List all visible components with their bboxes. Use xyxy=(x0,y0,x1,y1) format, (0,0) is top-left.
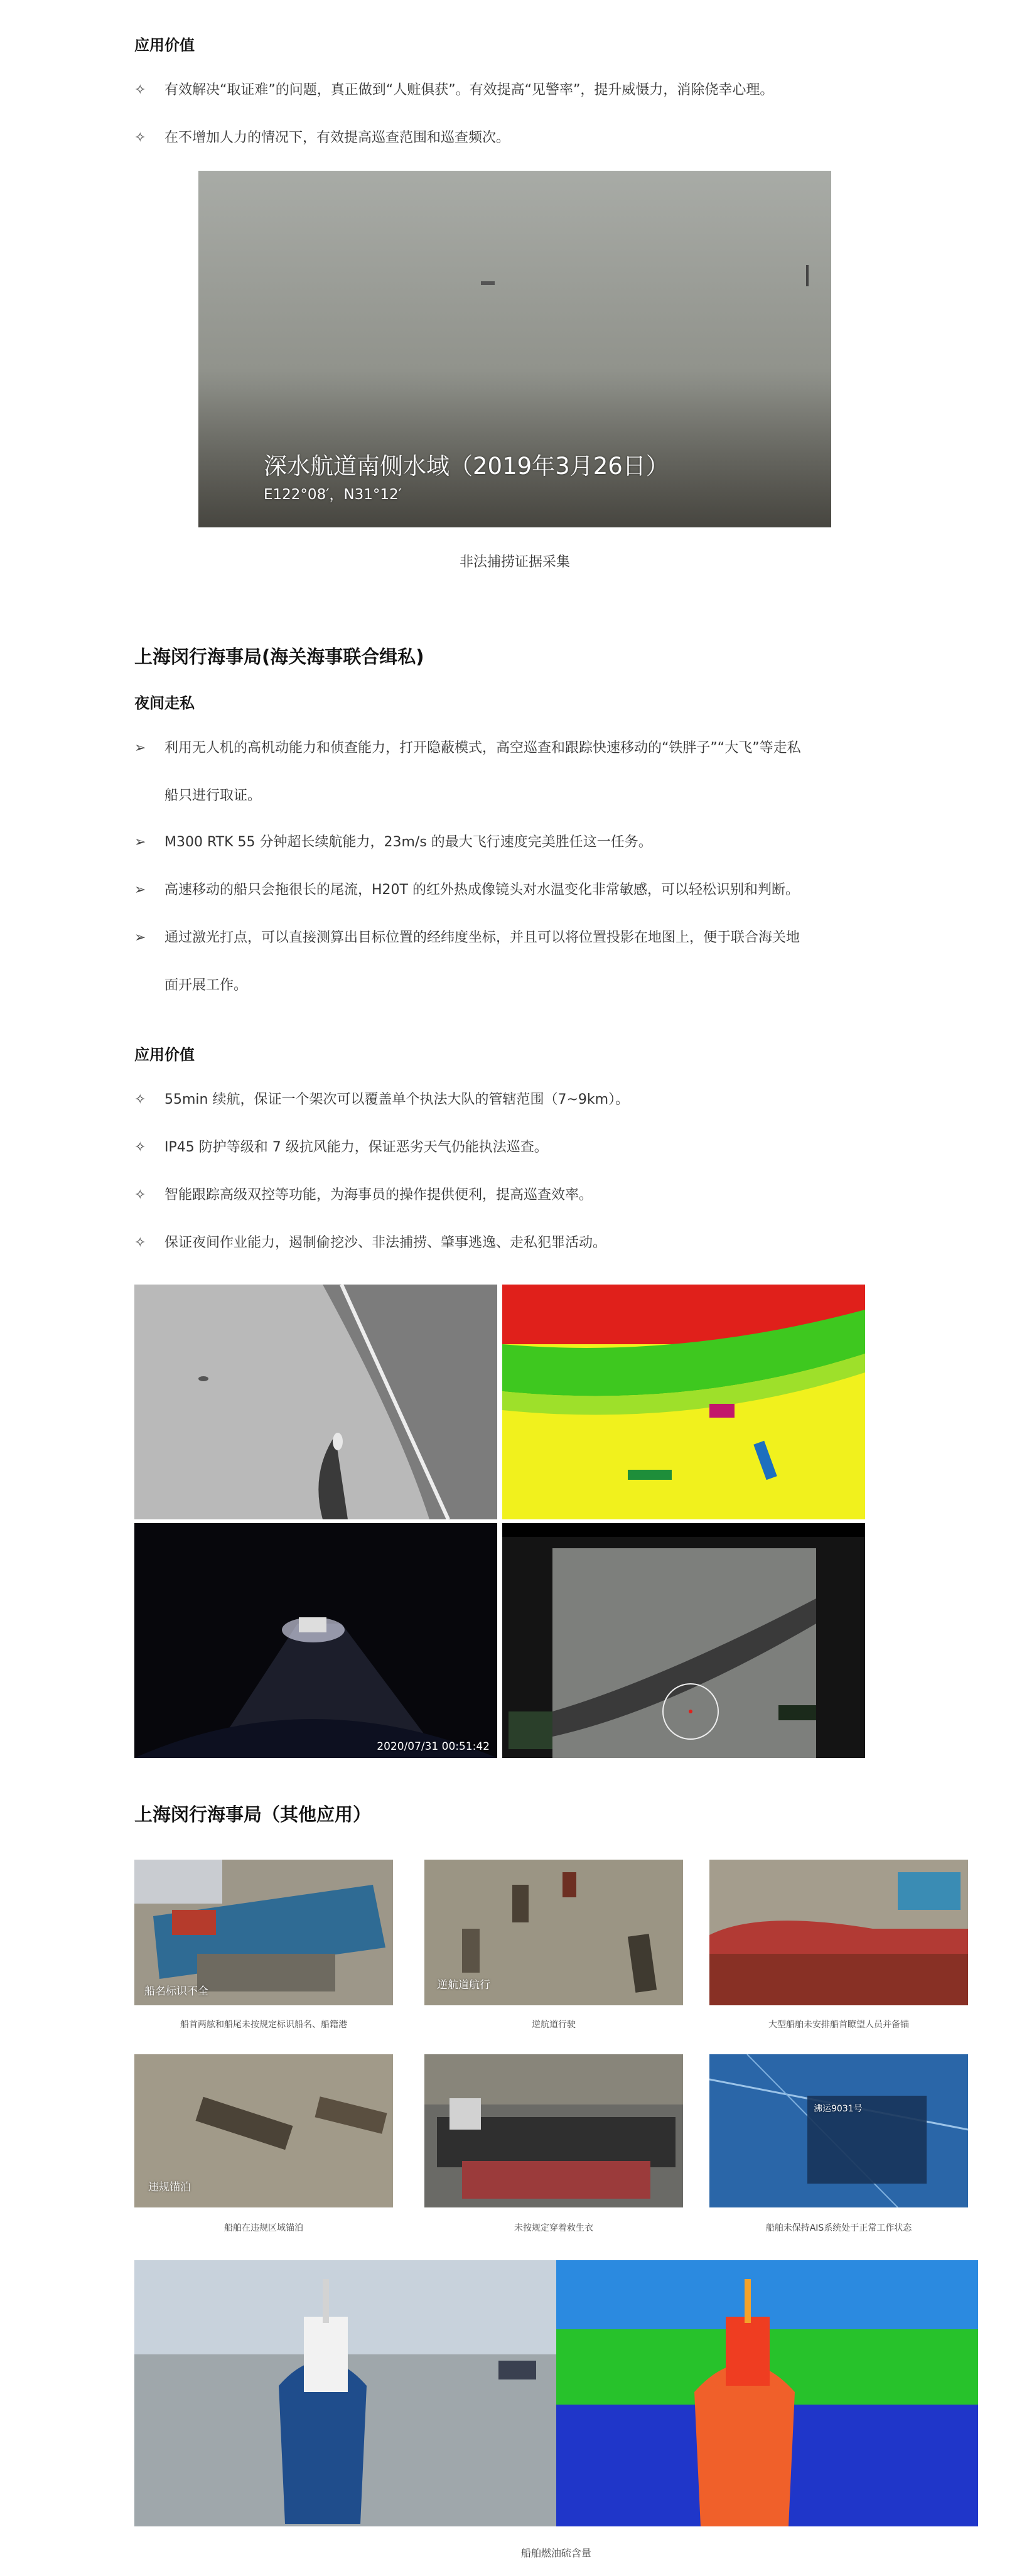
list-item: ✧ 智能跟踪高级双控等功能，为海事员的操作提供便利，提高巡查效率。 xyxy=(134,1187,593,1203)
ship-photo-thermal xyxy=(556,2260,978,2526)
grid-photo-6 xyxy=(709,2054,968,2207)
list-item-continuation: 船只进行取证。 xyxy=(164,788,262,804)
grid-photo-1 xyxy=(134,1860,393,2005)
list-item: ➢ 利用无人机的高机动能力和侦查能力，打开隐蔽模式，高空巡查和跟踪快速移动的“铁胖子”“大飞”等走私 xyxy=(134,740,801,756)
subheading-night-smuggling: 夜间走私 xyxy=(134,694,195,712)
grid-caption: 未按规定穿着救生衣 xyxy=(514,2223,593,2233)
section-title: 上海闵行海事局(海关海事联合缉私) xyxy=(134,646,424,667)
ship-photo-visible xyxy=(134,2260,556,2526)
section-heading-value: 应用价值 xyxy=(134,1046,195,1064)
photo-title: 深水航道南侧水域（2019年3月26日） xyxy=(264,453,669,480)
night-dashcam-photo xyxy=(134,1523,497,1758)
list-item: ➢ 高速移动的船只会拖很长的尾流，H20T 的红外热成像镜头对水温变化非常敏感，可以轻松识别和判断。 xyxy=(134,882,799,898)
grid-photo-4 xyxy=(134,2054,393,2207)
list-item-continuation: 面开展工作。 xyxy=(164,978,248,993)
grid-caption: 船舶在违规区域锚泊 xyxy=(224,2223,303,2233)
grid-photo-3 xyxy=(709,1860,968,2005)
infrared-gray-photo xyxy=(134,1285,497,1519)
sparkle-bullet-icon: ✧ xyxy=(134,82,146,98)
final-caption: 船舶燃油硫含量 xyxy=(520,2547,591,2559)
photo-overlay-label: 船名标识不全 xyxy=(144,1985,208,1998)
sparkle-bullet-icon: ✧ xyxy=(134,130,146,146)
drone-controller-screenshot xyxy=(502,1523,865,1758)
dashcam-timestamp: 2020/07/31 00:51:42 xyxy=(377,1740,490,1753)
list-item: ✧ 有效解决“取证难”的问题，真正做到“人赃俱获”。有效提高“见警率”，提升威慑力，消除侥幸心理。 xyxy=(134,82,774,98)
arrow-bullet-icon: ➢ xyxy=(134,834,146,850)
list-item: ✧ 保证夜间作业能力，遏制偷挖沙、非法捕捞、肇事逃逸、走私犯罪活动。 xyxy=(134,1235,607,1251)
grid-caption: 船首两舷和船尾未按规定标识船名、船籍港 xyxy=(180,2020,347,2030)
sparkle-bullet-icon: ✧ xyxy=(134,1092,146,1107)
section-title: 上海闵行海事局（其他应用） xyxy=(134,1804,372,1825)
photo-overlay-label: 违规锚泊 xyxy=(148,2181,191,2194)
grid-photo-5 xyxy=(424,2054,683,2207)
list-item: ➢ M300 RTK 55 分钟超长续航能力，23m/s 的最大飞行速度完美胜任这一任务。 xyxy=(134,834,652,850)
arrow-bullet-icon: ➢ xyxy=(134,740,146,756)
list-item: ➢ 通过激光打点，可以直接测算出目标位置的经纬度坐标，并且可以将位置投影在地图上，便于联合海关地 xyxy=(134,930,800,946)
grid-photo-2 xyxy=(424,1860,683,2005)
sparkle-bullet-icon: ✧ xyxy=(134,1235,146,1251)
list-item: ✧ IP45 防护等级和 7 级抗风能力，保证恶劣天气仍能执法巡查。 xyxy=(134,1140,548,1155)
photo-overlay-label: 逆航道航行 xyxy=(437,1979,490,1991)
grid-caption: 逆航道行驶 xyxy=(532,2020,576,2030)
thermal-color-photo xyxy=(502,1285,865,1519)
figure-caption: 非法捕捞证据采集 xyxy=(459,554,570,570)
arrow-bullet-icon: ➢ xyxy=(134,930,146,946)
arrow-bullet-icon: ➢ xyxy=(134,882,146,898)
evidence-photo xyxy=(198,171,831,527)
section-heading-value: 应用价值 xyxy=(134,36,195,54)
list-item: ✧ 在不增加人力的情况下，有效提高巡查范围和巡查频次。 xyxy=(134,130,510,146)
photo-overlay-label: 沸运9031号 xyxy=(814,2104,863,2114)
grid-caption: 船舶未保持AIS系统处于正常工作状态 xyxy=(765,2223,912,2233)
list-item: ✧ 55min 续航，保证一个架次可以覆盖单个执法大队的管辖范围（7~9km）。 xyxy=(134,1092,630,1107)
sparkle-bullet-icon: ✧ xyxy=(134,1187,146,1203)
sparkle-bullet-icon: ✧ xyxy=(134,1140,146,1155)
grid-caption: 大型船舶未安排船首瞭望人员并备锚 xyxy=(768,2020,909,2030)
photo-coords: E122°08′，N31°12′ xyxy=(264,487,402,503)
